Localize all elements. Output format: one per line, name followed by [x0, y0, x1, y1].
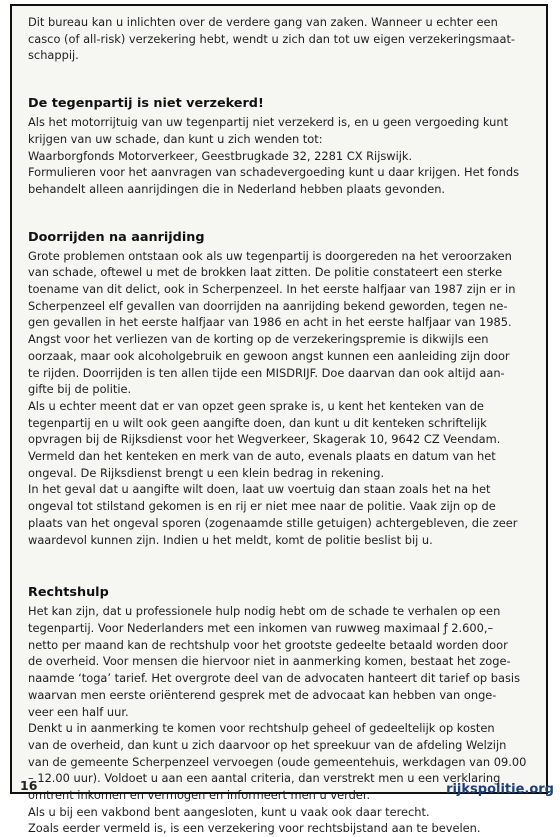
text-line: Formulieren voor het aanvragen van schadevergoeding kunt u daar krijgen. Het fonds: [28, 165, 520, 180]
section-heading: Doorrijden na aanrijding: [28, 229, 205, 245]
section-niet-verzekerd: [28, 95, 540, 198]
page-content: [28, 14, 540, 837]
text-line: Als u bij een vakbond bent aangesloten, kunt u vaak ook daar terecht.: [28, 804, 430, 819]
text-line: toename van dit delict, ook in Scherpenzeel. In het eerste halfjaar van 1987 zijn er in: [28, 282, 516, 297]
text-line: behandelt alleen aanrijdingen die in Nederland hebben plaats gevonden.: [28, 181, 446, 196]
text-line: van de overheid, dan kunt u zich daarvoor op het spreekuur van de afdeling Welzijn: [28, 737, 507, 752]
text-line: netto per maand kan de rechtshulp voor het grootste gedeelte betaald worden door: [28, 637, 508, 652]
text-line: Vermeld dan het kenteken en merk van de auto, evenals plaats en datum van het: [28, 449, 496, 464]
text-line: Angst voor het verliezen van de korting op de verzekeringspremie is dikwijls een: [28, 332, 489, 347]
text-line: tegenpartij. Voor Nederlanders met een inkomen van ruwweg maximaal ƒ 2.600,–: [28, 620, 494, 635]
text-line: Grote problemen ontstaan ook als uw tegenpartij is doorgereden na het veroorzaken: [28, 248, 512, 263]
text-line: casco (of all-risk) verzekering hebt, wendt u zich dan tot uw eigen verzekeringsmaat-: [28, 31, 516, 46]
text-line: gifte bij de politie.: [28, 382, 132, 397]
section-heading: Rechtshulp: [28, 585, 109, 601]
text-line: omtrent inkomen en vermogen en informeert men u verder.: [28, 788, 371, 803]
watermark-label: rijkspolitie.org: [446, 782, 554, 797]
page-frame: [10, 4, 548, 836]
text-line: waardevol kunnen zijn. Indien u het meldt, komt de politie beslist bij u.: [28, 532, 433, 547]
text-line: ongeval. De Rijksdienst brengt u een klein bedrag in rekening.: [28, 465, 385, 480]
text-line: – 12.00 uur). Voldoet u aan een aantal criteria, dan verstrekt men u een verklaring: [28, 771, 501, 786]
text-line: Waarborgfonds Motorverkeer, Geestbrugkade 32, 2281 CX Rijswijk.: [28, 148, 413, 163]
text-line: In het geval dat u aangifte wilt doen, laat uw voertuig dan staan zoals het na het: [28, 482, 491, 497]
text-line: de overheid. Voor mensen die hiervoor niet in aanmerking komen, bestaat het zoge-: [28, 654, 511, 669]
section-rechtshulp: [28, 584, 540, 837]
text-line: van de gemeente Scherpenzeel vervoegen (oude gemeentehuis, werkdagen van 09.00: [28, 754, 527, 769]
text-line: tegenpartij en u wilt ook geen aangifte doen, dan kunt u dit kenteken schriftelijk: [28, 415, 487, 430]
section-heading: De tegenpartij is niet verzekerd!: [28, 96, 264, 112]
page-number: 16: [20, 778, 38, 793]
text-line: opvragen bij de Rijksdienst voor het Wegverkeer, Skagerak 10, 9642 CZ Veendam.: [28, 432, 501, 447]
text-line: Als u echter meent dat er van opzet geen sprake is, u kent het kenteken van de: [28, 398, 484, 413]
text-line: Dit bureau kan u inlichten over de verdere gang van zaken. Wanneer u echter een: [28, 15, 498, 29]
text-line: veer een half uur.: [28, 704, 129, 719]
text-line: plaats van het ongeval sporen (zogenaamde stille getuigen) achtergebleven, die zeer: [28, 515, 518, 530]
text-line: Denkt u in aanmerking te komen voor rechtshulp geheel of gedeeltelijk op kosten: [28, 721, 495, 736]
text-line: krijgen van uw schade, dan kunt u zich wenden tot:: [28, 131, 323, 146]
text-line: van schade, oftewel u met de brokken laat zitten. De politie constateert een sterke: [28, 265, 503, 280]
text-line: naamde ‘toga’ tarief. Het overgrote deel van de advocaten hanteert dit tarief op basis: [28, 671, 521, 686]
text-line: ongeval tot stilstand gekomen is en rij er niet mee naar de politie. Vaak zijn op de: [28, 499, 496, 514]
text-line: Als het motorrijtuig van uw tegenpartij niet verzekerd is, en u geen vergoeding kunt: [28, 115, 509, 130]
intro-paragraph: [28, 14, 540, 64]
text-line: gen gevallen in het eerste halfjaar van 1986 en acht in het eerste halfjaar van 1985.: [28, 315, 512, 330]
text-line: schappij.: [28, 48, 79, 63]
text-line: oorzaak, maar ook alcoholgebruik en gewoon angst kunnen een aanleiding zijn door: [28, 348, 510, 363]
text-line: Zoals eerder vermeld is, is een verzekering voor rechtsbijstand aan te bevelen.: [28, 821, 481, 836]
section-doorrijden: [28, 229, 540, 549]
text-line: Scherpenzeel elf gevallen van doorrijden na aanrijding bekend geworden, tegen ne-: [28, 298, 508, 313]
text-line: Het kan zijn, dat u professionele hulp nodig hebt om de schade te verhalen op een: [28, 604, 501, 619]
text-line: waarvan men eerste oriënterend gesprek met de advocaat kan hebben van onge-: [28, 687, 497, 702]
text-line: te rijden. Doorrijden is ten allen tijde een MISDRIJF. Doe daarvan dan ook altijd aan-: [28, 365, 505, 380]
